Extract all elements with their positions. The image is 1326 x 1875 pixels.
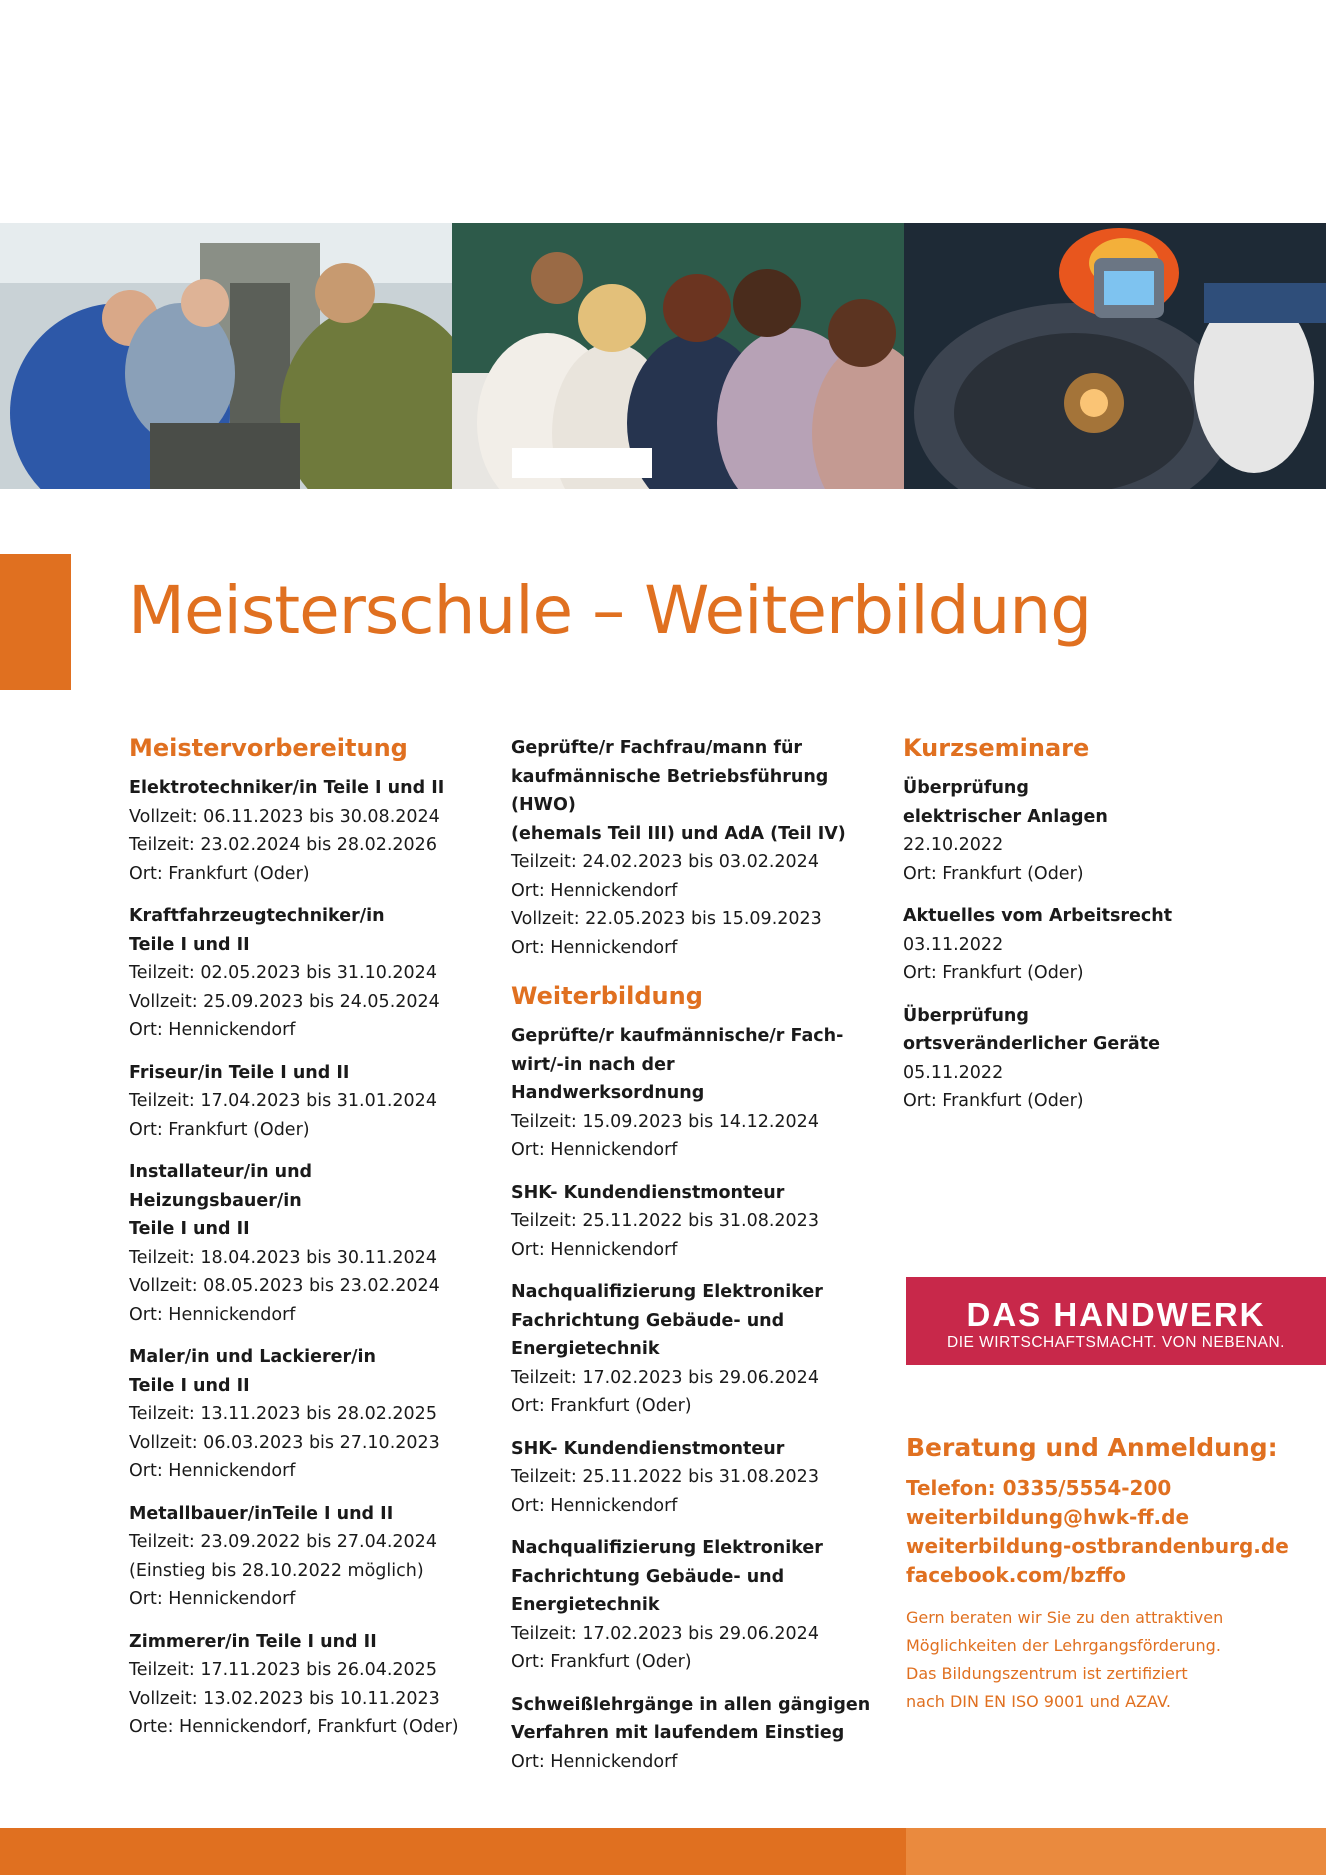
course-title: Teile I und II [129,1219,250,1239]
course-title: Teile I und II [129,934,250,955]
course-detail: Ort: Hennickendorf [129,1304,296,1325]
course-entry [903,1002,1303,1116]
phone-number: Telefon: 0335/5554-200 [906,1476,1172,1500]
course-title: Verfahren mit laufendem Einstieg [511,1723,845,1743]
course-entry [129,1343,489,1486]
course-title: Fachrichtung Gebäude- und [511,1566,785,1587]
course-detail: Teilzeit: 02.05.2023 bis 31.10.2024 [129,963,437,983]
course-detail: Ort: Hennickendorf [511,937,678,958]
course-title: Geprüfte/r Fachfrau/mann für [511,738,803,758]
column-kurzseminare [903,728,1303,1130]
course-detail: Ort: Hennickendorf [511,1495,678,1516]
course-title: kaufmännische Betriebsführung (HWO) [511,766,829,815]
course-detail: Teilzeit: 17.02.2023 bis 29.06.2024 [511,1623,819,1644]
footer-bar-light [906,1828,1326,1875]
course-title: (ehemals Teil III) und AdA (Teil IV) [511,823,846,844]
course-entry [903,902,1303,988]
course-title: wirt/-in nach der Handwerksordnung [511,1054,705,1103]
course-detail: Ort: Hennickendorf [129,1461,296,1481]
course-title: Installateur/in und Heizungsbauer/in [129,1162,313,1211]
course-detail: Ort: Hennickendorf [511,880,678,901]
course-detail: (Einstieg bis 28.10.2022 möglich) [129,1560,424,1581]
column-meistervorbereitung [129,728,489,1756]
banner-title: DAS HANDWERK [966,1296,1266,1333]
contact-note-line: Das Bildungszentrum ist zertifiziert [906,1664,1188,1683]
course-title: Aktuelles vom Arbeitsrecht [903,906,1173,926]
contact-note-line: Möglichkeiten der Lehrgangsförderung. [906,1636,1221,1655]
course-entry [129,1628,489,1742]
course-title: SHK- Kundendienstmonteur [511,1438,785,1459]
course-detail: Vollzeit: 06.03.2023 bis 27.10.2023 [129,1432,440,1453]
page-title: Meisterschule – Weiterbildung [128,572,1092,649]
title-accent-block [0,554,71,690]
course-title: Teile I und II [129,1375,250,1396]
contact-note-line: Gern beraten wir Sie zu den attraktiven [906,1608,1224,1627]
welding-photo [904,223,1326,489]
course-title: Nachqualifizierung Elektroniker [511,1538,823,1558]
course-detail: 05.11.2022 [903,1062,1004,1083]
course-entry [511,1435,871,1521]
course-title: Überprüfung [903,778,1029,798]
course-detail: Ort: Hennickendorf [511,1239,678,1260]
course-detail: Ort: Hennickendorf [129,1020,296,1040]
course-title: Energietechnik [511,1339,660,1359]
course-detail: Ort: Frankfurt (Oder) [129,1119,310,1140]
course-entry [511,1534,871,1677]
course-title: Nachqualifizierung Elektroniker [511,1282,823,1302]
photo-strip [0,223,1326,489]
classroom-photo [452,223,904,489]
course-title: Energietechnik [511,1595,660,1615]
course-detail: Ort: Frankfurt (Oder) [903,863,1084,884]
course-title: Friseur/in Teile I und II [129,1062,350,1083]
course-title: Kraftfahrzeugtechniker/in [129,906,385,926]
course-detail: Teilzeit: 23.09.2022 bis 27.04.2024 [129,1532,437,1552]
course-detail: Vollzeit: 13.02.2023 bis 10.11.2023 [129,1688,440,1709]
course-detail: Teilzeit: 18.04.2023 bis 30.11.2024 [129,1247,437,1268]
course-title: Fachrichtung Gebäude- und [511,1310,785,1331]
course-entry [129,1158,489,1329]
course-detail: Teilzeit: 17.02.2023 bis 29.06.2024 [511,1367,819,1388]
course-detail: Teilzeit: 13.11.2023 bis 28.02.2025 [129,1404,437,1424]
website-link[interactable]: weiterbildung-ostbrandenburg.de [906,1534,1289,1558]
course-title: Metallbauer/inTeile I und II [129,1503,394,1524]
course-detail: Vollzeit: 06.11.2023 bis 30.08.2024 [129,806,440,827]
course-entry [511,1022,871,1165]
course-detail: Teilzeit: 25.11.2022 bis 31.08.2023 [511,1467,819,1487]
course-entry [129,902,489,1045]
contact-heading: Beratung und Anmeldung: [906,1433,1278,1462]
column-weiterbildung [511,734,871,1790]
course-title: Schweißlehrgänge in allen gängigen [511,1694,871,1715]
course-detail: Teilzeit: 23.02.2024 bis 28.02.2026 [129,835,437,855]
contact-block [906,1428,1316,1716]
course-entry [511,1179,871,1265]
course-title: Elektrotechniker/in Teile I und II [129,778,445,798]
course-entry [129,774,489,888]
course-detail: Orte: Hennickendorf, Frankfurt (Oder) [129,1717,459,1737]
course-detail: Teilzeit: 17.11.2023 bis 26.04.2025 [129,1660,437,1680]
contact-note-line: nach DIN EN ISO 9001 und AZAV. [906,1692,1171,1711]
course-title: Geprüfte/r kaufmännische/r Fach- [511,1026,844,1046]
das-handwerk-banner [906,1277,1326,1365]
course-title: elektrischer Anlagen [903,806,1108,827]
workshop-photo [0,223,452,489]
course-detail: Ort: Frankfurt (Oder) [903,1091,1084,1111]
course-detail: Ort: Frankfurt (Oder) [511,1652,692,1672]
course-detail: Vollzeit: 25.09.2023 bis 24.05.2024 [129,991,440,1012]
course-detail: 22.10.2022 [903,835,1004,855]
course-detail: Ort: Frankfurt (Oder) [511,1396,692,1416]
course-detail: Teilzeit: 25.11.2022 bis 31.08.2023 [511,1211,819,1231]
course-detail: Teilzeit: 24.02.2023 bis 03.02.2024 [511,852,819,872]
course-title: Zimmerer/in Teile I und II [129,1631,377,1652]
course-detail: Teilzeit: 15.09.2023 bis 14.12.2024 [511,1111,819,1132]
course-detail: Ort: Hennickendorf [511,1140,678,1160]
course-detail: Ort: Hennickendorf [129,1589,296,1609]
facebook-link[interactable]: facebook.com/bzffo [906,1563,1126,1587]
course-detail: Vollzeit: 22.05.2023 bis 15.09.2023 [511,909,822,929]
contact-note [906,1604,1316,1716]
course-entry [511,1278,871,1421]
course-detail: Ort: Frankfurt (Oder) [129,863,310,884]
email-link[interactable]: weiterbildung@hwk-ff.de [906,1505,1190,1529]
course-title: ortsveränderlicher Geräte [903,1034,1160,1054]
course-entry [511,734,871,962]
course-entry [129,1500,489,1614]
course-entry [129,1059,489,1145]
course-detail: Vollzeit: 08.05.2023 bis 23.02.2024 [129,1276,440,1296]
banner-subtitle: DIE WIRTSCHAFTSMACHT. VON NEBENAN. [947,1334,1285,1351]
course-detail: Teilzeit: 17.04.2023 bis 31.01.2024 [129,1091,437,1111]
section-heading: Weiterbildung [511,982,703,1010]
course-entry [511,1691,871,1777]
course-entry [903,774,1303,888]
course-detail: Ort: Frankfurt (Oder) [903,963,1084,983]
course-title: Überprüfung [903,1005,1029,1026]
section-heading: Meistervorbereitung [129,734,408,762]
course-title: SHK- Kundendienstmonteur [511,1182,785,1203]
course-title: Maler/in und Lackierer/in [129,1347,377,1367]
course-detail: Ort: Hennickendorf [511,1751,678,1772]
footer-bar [0,1828,906,1875]
section-heading: Kurzseminare [903,734,1090,762]
course-detail: 03.11.2022 [903,934,1004,955]
